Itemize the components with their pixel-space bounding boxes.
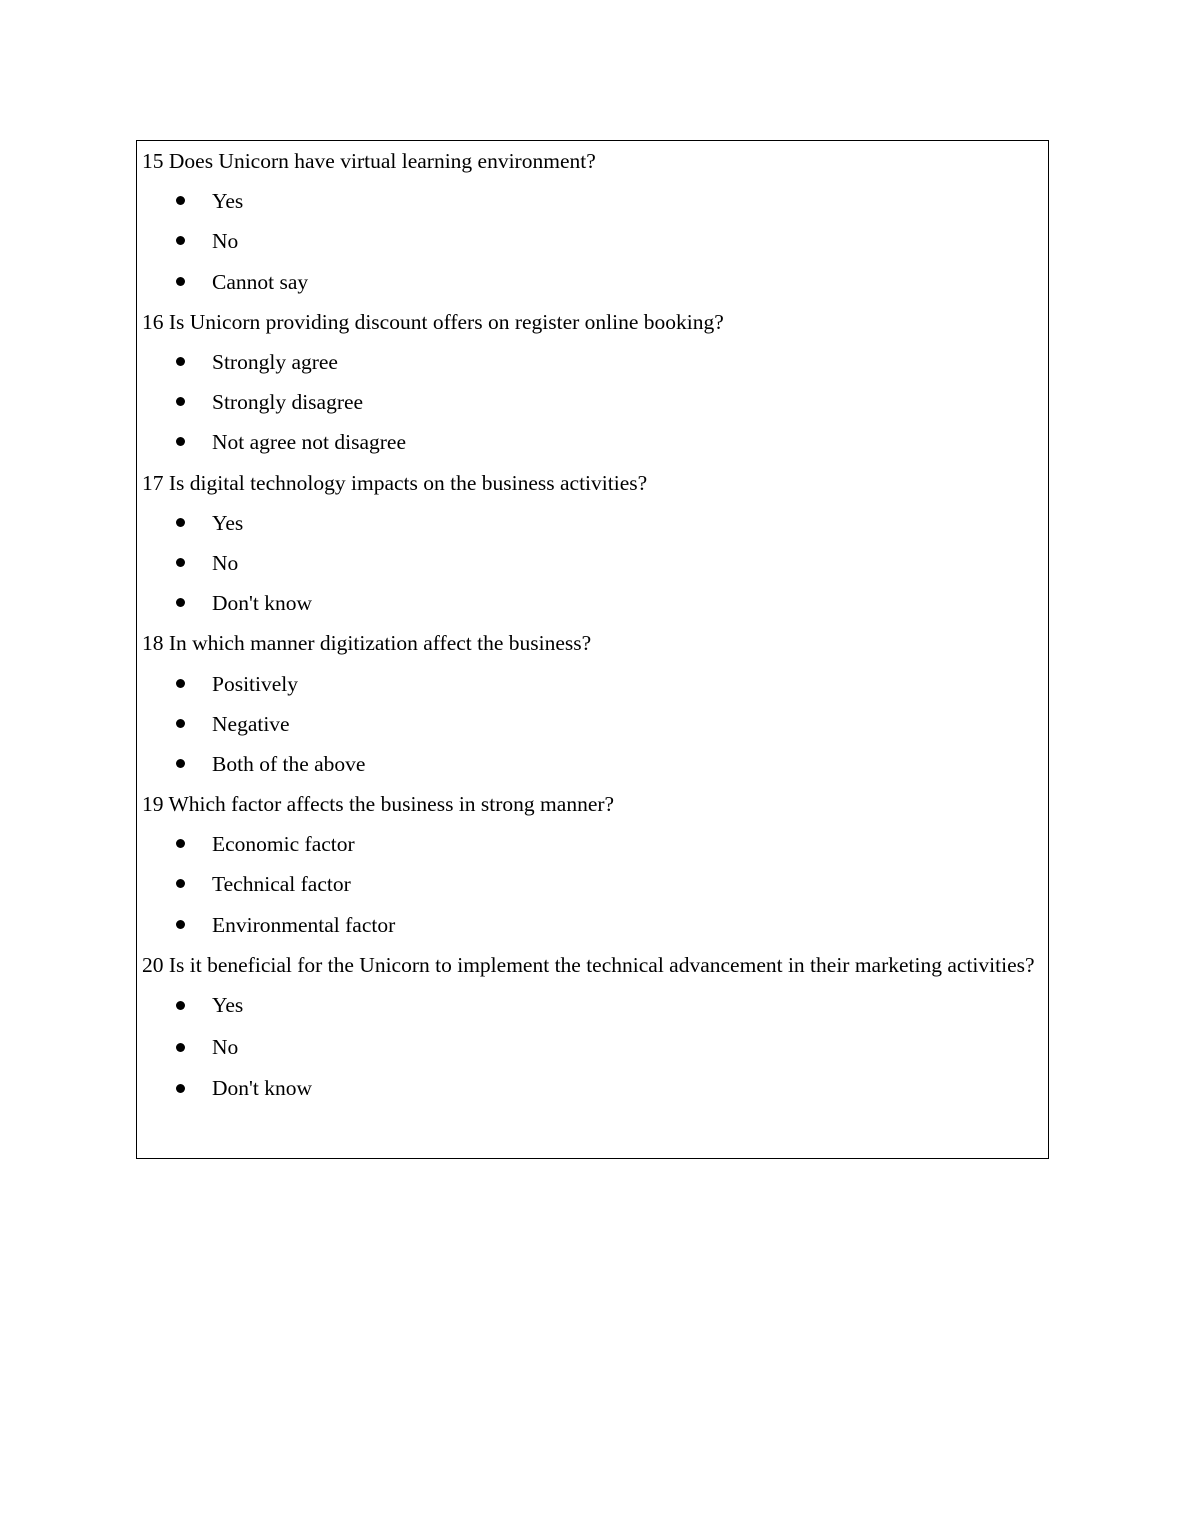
questionnaire-content <box>142 141 1043 1110</box>
question-19-options <box>142 824 1043 945</box>
bullet-icon <box>176 839 185 848</box>
question-20-options <box>142 985 1043 1110</box>
option-item <box>142 422 1043 462</box>
question-16: 16 Is Unicorn providing discount offers on register online booking? <box>142 309 724 334</box>
bullet-icon <box>176 236 185 245</box>
question-20: 20 Is it beneficial for the Unicorn to implement the technical advancement in their marketing activities? <box>142 952 1035 977</box>
question-17-options <box>142 503 1043 624</box>
option-label: No <box>212 1034 239 1059</box>
option-item <box>142 583 1043 623</box>
option-label: Not agree not disagree <box>212 430 407 455</box>
bullet-icon <box>176 1043 185 1052</box>
option-label: Don't know <box>212 1076 313 1101</box>
option-label: Don't know <box>212 591 313 616</box>
option-item <box>142 744 1043 784</box>
question-16-options <box>142 342 1043 463</box>
option-label: Cannot say <box>212 269 309 294</box>
bullet-icon <box>176 1084 185 1093</box>
option-item <box>142 382 1043 422</box>
option-label: Negative <box>212 711 290 736</box>
bullet-icon <box>176 920 185 929</box>
option-item <box>142 1068 1043 1110</box>
bullet-icon <box>176 196 185 205</box>
bullet-icon <box>176 558 185 567</box>
option-label: No <box>212 550 239 575</box>
question-17: 17 Is digital technology impacts on the business activities? <box>142 470 648 495</box>
option-item <box>142 181 1043 221</box>
option-label: No <box>212 229 239 254</box>
option-label: Strongly disagree <box>212 390 364 415</box>
question-15: 15 Does Unicorn have virtual learning environment? <box>142 149 596 173</box>
option-item <box>142 1027 1043 1069</box>
option-item <box>142 824 1043 864</box>
bullet-icon <box>176 518 185 527</box>
bullet-icon <box>176 598 185 607</box>
questionnaire-box <box>136 140 1049 1159</box>
bullet-icon <box>176 397 185 406</box>
option-item <box>142 704 1043 744</box>
question-15-options <box>142 181 1043 302</box>
option-item <box>142 905 1043 945</box>
question-19: 19 Which factor affects the business in strong manner? <box>142 792 615 817</box>
option-label: Strongly agree <box>212 349 338 374</box>
option-label: Technical factor <box>212 872 351 897</box>
bullet-icon <box>176 437 185 446</box>
option-item <box>142 985 1043 1027</box>
option-item <box>142 543 1043 583</box>
option-item <box>142 864 1043 904</box>
option-label: Yes <box>212 993 244 1018</box>
question-18-options <box>142 664 1043 785</box>
option-item <box>142 221 1043 261</box>
option-item <box>142 503 1043 543</box>
question-18: 18 In which manner digitization affect the business? <box>142 631 592 656</box>
bullet-icon <box>176 879 185 888</box>
bullet-icon <box>176 679 185 688</box>
bullet-icon <box>176 277 185 286</box>
bullet-icon <box>176 357 185 366</box>
option-label: Environmental factor <box>212 912 396 937</box>
option-item <box>142 262 1043 302</box>
option-label: Yes <box>212 510 244 535</box>
option-item <box>142 342 1043 382</box>
bullet-icon <box>176 1001 185 1010</box>
option-label: Yes <box>212 189 244 214</box>
option-label: Positively <box>212 671 299 696</box>
bullet-icon <box>176 759 185 768</box>
option-label: Both of the above <box>212 751 366 776</box>
option-label: Economic factor <box>212 832 355 857</box>
bullet-icon <box>176 719 185 728</box>
option-item <box>142 664 1043 704</box>
